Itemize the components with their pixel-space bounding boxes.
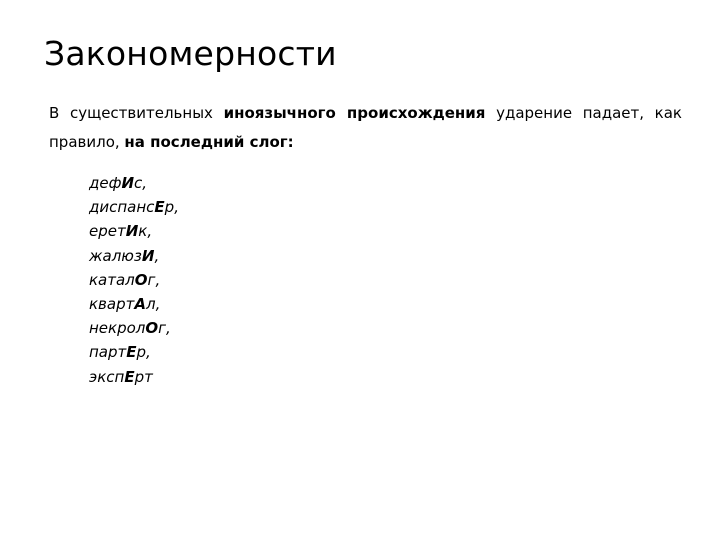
word-suffix: к — [138, 222, 148, 241]
intro-colon: : — [287, 133, 294, 151]
word-separator: , — [174, 198, 179, 217]
word-prefix: парт — [89, 343, 127, 362]
intro-text-2: ударение падает, как правило, — [49, 104, 682, 151]
stressed-vowel: И — [125, 222, 139, 241]
list-item — [89, 316, 179, 340]
list-item — [89, 195, 179, 219]
list-item — [89, 171, 179, 195]
word-suffix: г — [147, 270, 156, 289]
word-separator: , — [154, 246, 160, 265]
word-prefix: ерет — [89, 222, 126, 241]
list-item — [89, 268, 179, 292]
stressed-vowel: Е — [124, 367, 135, 386]
word-suffix: г — [158, 319, 167, 338]
list-item — [89, 219, 179, 243]
slide-title: Закономерности — [44, 34, 337, 73]
list-item — [89, 340, 179, 364]
word-prefix: кварт — [89, 295, 135, 314]
word-suffix: с — [134, 174, 143, 192]
word-list — [89, 171, 179, 389]
word-prefix: эксп — [89, 367, 125, 386]
intro-paragraph — [49, 99, 682, 157]
word-suffix: л — [145, 295, 156, 314]
word-prefix: некрол — [89, 319, 146, 338]
stressed-vowel: И — [141, 246, 155, 265]
word-separator: , — [166, 319, 171, 338]
word-separator: , — [146, 343, 151, 362]
list-item — [89, 365, 179, 389]
word-prefix: диспанс — [89, 198, 155, 217]
word-prefix: катал — [89, 270, 135, 289]
stressed-vowel: Е — [154, 198, 165, 217]
word-suffix: р — [164, 198, 175, 217]
intro-text-1: В существительных — [49, 104, 224, 122]
word-suffix: р — [136, 343, 147, 362]
intro-bold-origin: иноязычного происхождения — [223, 104, 486, 122]
word-separator: , — [155, 295, 161, 314]
stressed-vowel: А — [134, 295, 146, 314]
list-item — [89, 292, 179, 316]
word-separator: , — [142, 174, 148, 192]
word-suffix: рт — [134, 367, 153, 386]
word-separator: , — [147, 222, 153, 241]
intro-bold-last-syllable: на последний слог — [124, 133, 288, 151]
stressed-vowel: О — [134, 270, 148, 289]
word-prefix: жалюз — [89, 246, 142, 265]
list-item — [89, 244, 179, 268]
word-separator: , — [155, 270, 161, 289]
word-prefix: деф — [89, 174, 122, 192]
stressed-vowel: Е — [126, 343, 137, 362]
stressed-vowel: О — [145, 319, 159, 338]
stressed-vowel: И — [121, 174, 134, 192]
